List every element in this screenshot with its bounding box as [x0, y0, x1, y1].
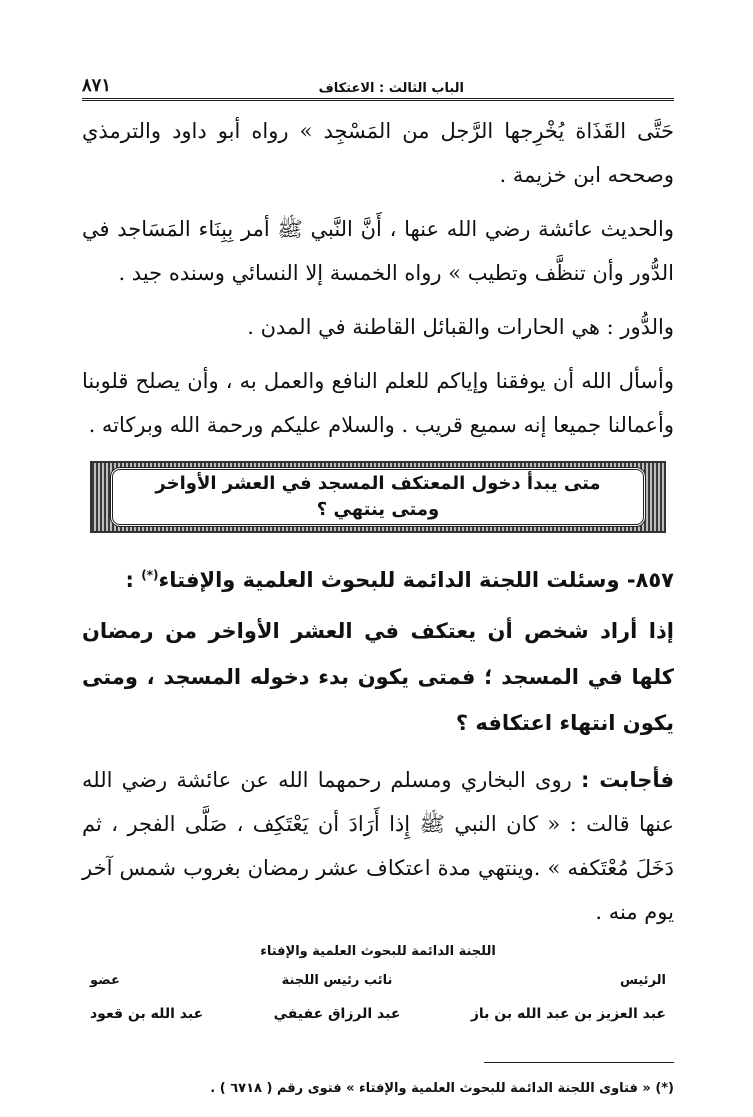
page-header [82, 60, 674, 101]
signature-name: عبد الرزاق عفيفي [273, 1006, 401, 1022]
signature-name: عبد الله بن قعود [90, 1006, 204, 1022]
answer [82, 758, 674, 934]
signature-name: عبد العزيز بن عبد الله بن باز [470, 1006, 666, 1022]
footnote-marker: (*) [141, 568, 159, 582]
signature-deputy [274, 973, 401, 1022]
answer-text: روى البخاري ومسلم رحمهما الله عن عائشة رضي الله عنها قالت : « كان النبي ﷺ إِذا أَرَادَ أن يَعْتَكِف ، صَلَّى الفجر ، ثم دَخَلَ مُعْتَكفه » .وينتهي مدة اعتكاف عشر رمضان بغروب شمس آخر يوم منه . [82, 768, 674, 924]
paragraph-2: والحديث عائشة رضي الله عنها ، أَنَّ النَّبي ﷺ أمر بِبِنَاء المَسَاجد في الدُّور وأن تنظَّف وتطيب » رواه الخمسة إلا النسائي وسنده جيد . [82, 217, 674, 285]
signature-role: عضو [90, 973, 120, 988]
paragraph-3: والدُّور : هي الحارات والقبائل القاطنة في المدن . [247, 315, 674, 339]
signature-chairman [471, 973, 666, 1022]
answer-lead: فأجابت : [580, 768, 674, 792]
footnote-divider [484, 1062, 674, 1063]
banner-line-1: متى يبدأ دخول المعتكف المسجد في العشر الأواخر [155, 473, 601, 494]
signature-role: الرئيس [620, 973, 666, 988]
book-page [82, 60, 674, 1096]
section-banner [90, 461, 666, 533]
question-heading-colon: : [125, 568, 134, 592]
committee-title: اللجنة الدائمة للبحوث العلمية والإفتاء [260, 944, 496, 959]
banner-frame [110, 467, 646, 527]
signatures-row [82, 973, 674, 1022]
signature-role: نائب رئيس اللجنة [281, 973, 393, 988]
chapter-title: الباب الثالث : الاعتكاف [318, 81, 464, 96]
question-heading [82, 555, 674, 600]
signature-member [90, 973, 203, 1022]
question-heading-text: ٨٥٧- وسئلت اللجنة الدائمة للبحوث العلمية والإفتاء [158, 568, 674, 592]
footnote: (*) « فتاوى اللجنة الدائمة للبحوث العلمية والإفتاء » فتوى رقم ( ٦٧١٨ ) . [210, 1081, 674, 1096]
paragraph-4: وأسأل الله أن يوفقنا وإياكم للعلم النافع والعمل به ، وأن يصلح قلوبنا وأعمالنا جميعا إنه سميع قريب . والسلام عليكم ورحمة الله وبركاته . [82, 369, 674, 437]
question-text: إذا أراد شخص أن يعتكف في العشر الأواخر من رمضان كلها في المسجد ؛ فمتى يكون بدء دخوله المسجد ، ومتى يكون انتهاء اعتكافه ؟ [82, 619, 674, 735]
page-number: ٨٧١ [82, 75, 112, 96]
banner-line-2: ومتى ينتهي ؟ [316, 499, 440, 520]
paragraph-1: حَتَّى القَذَاة يُخْرِجها الرَّجل من المَسْجِد » رواه أبو داود والترمذي وصححه ابن خزيمة . [82, 119, 674, 187]
